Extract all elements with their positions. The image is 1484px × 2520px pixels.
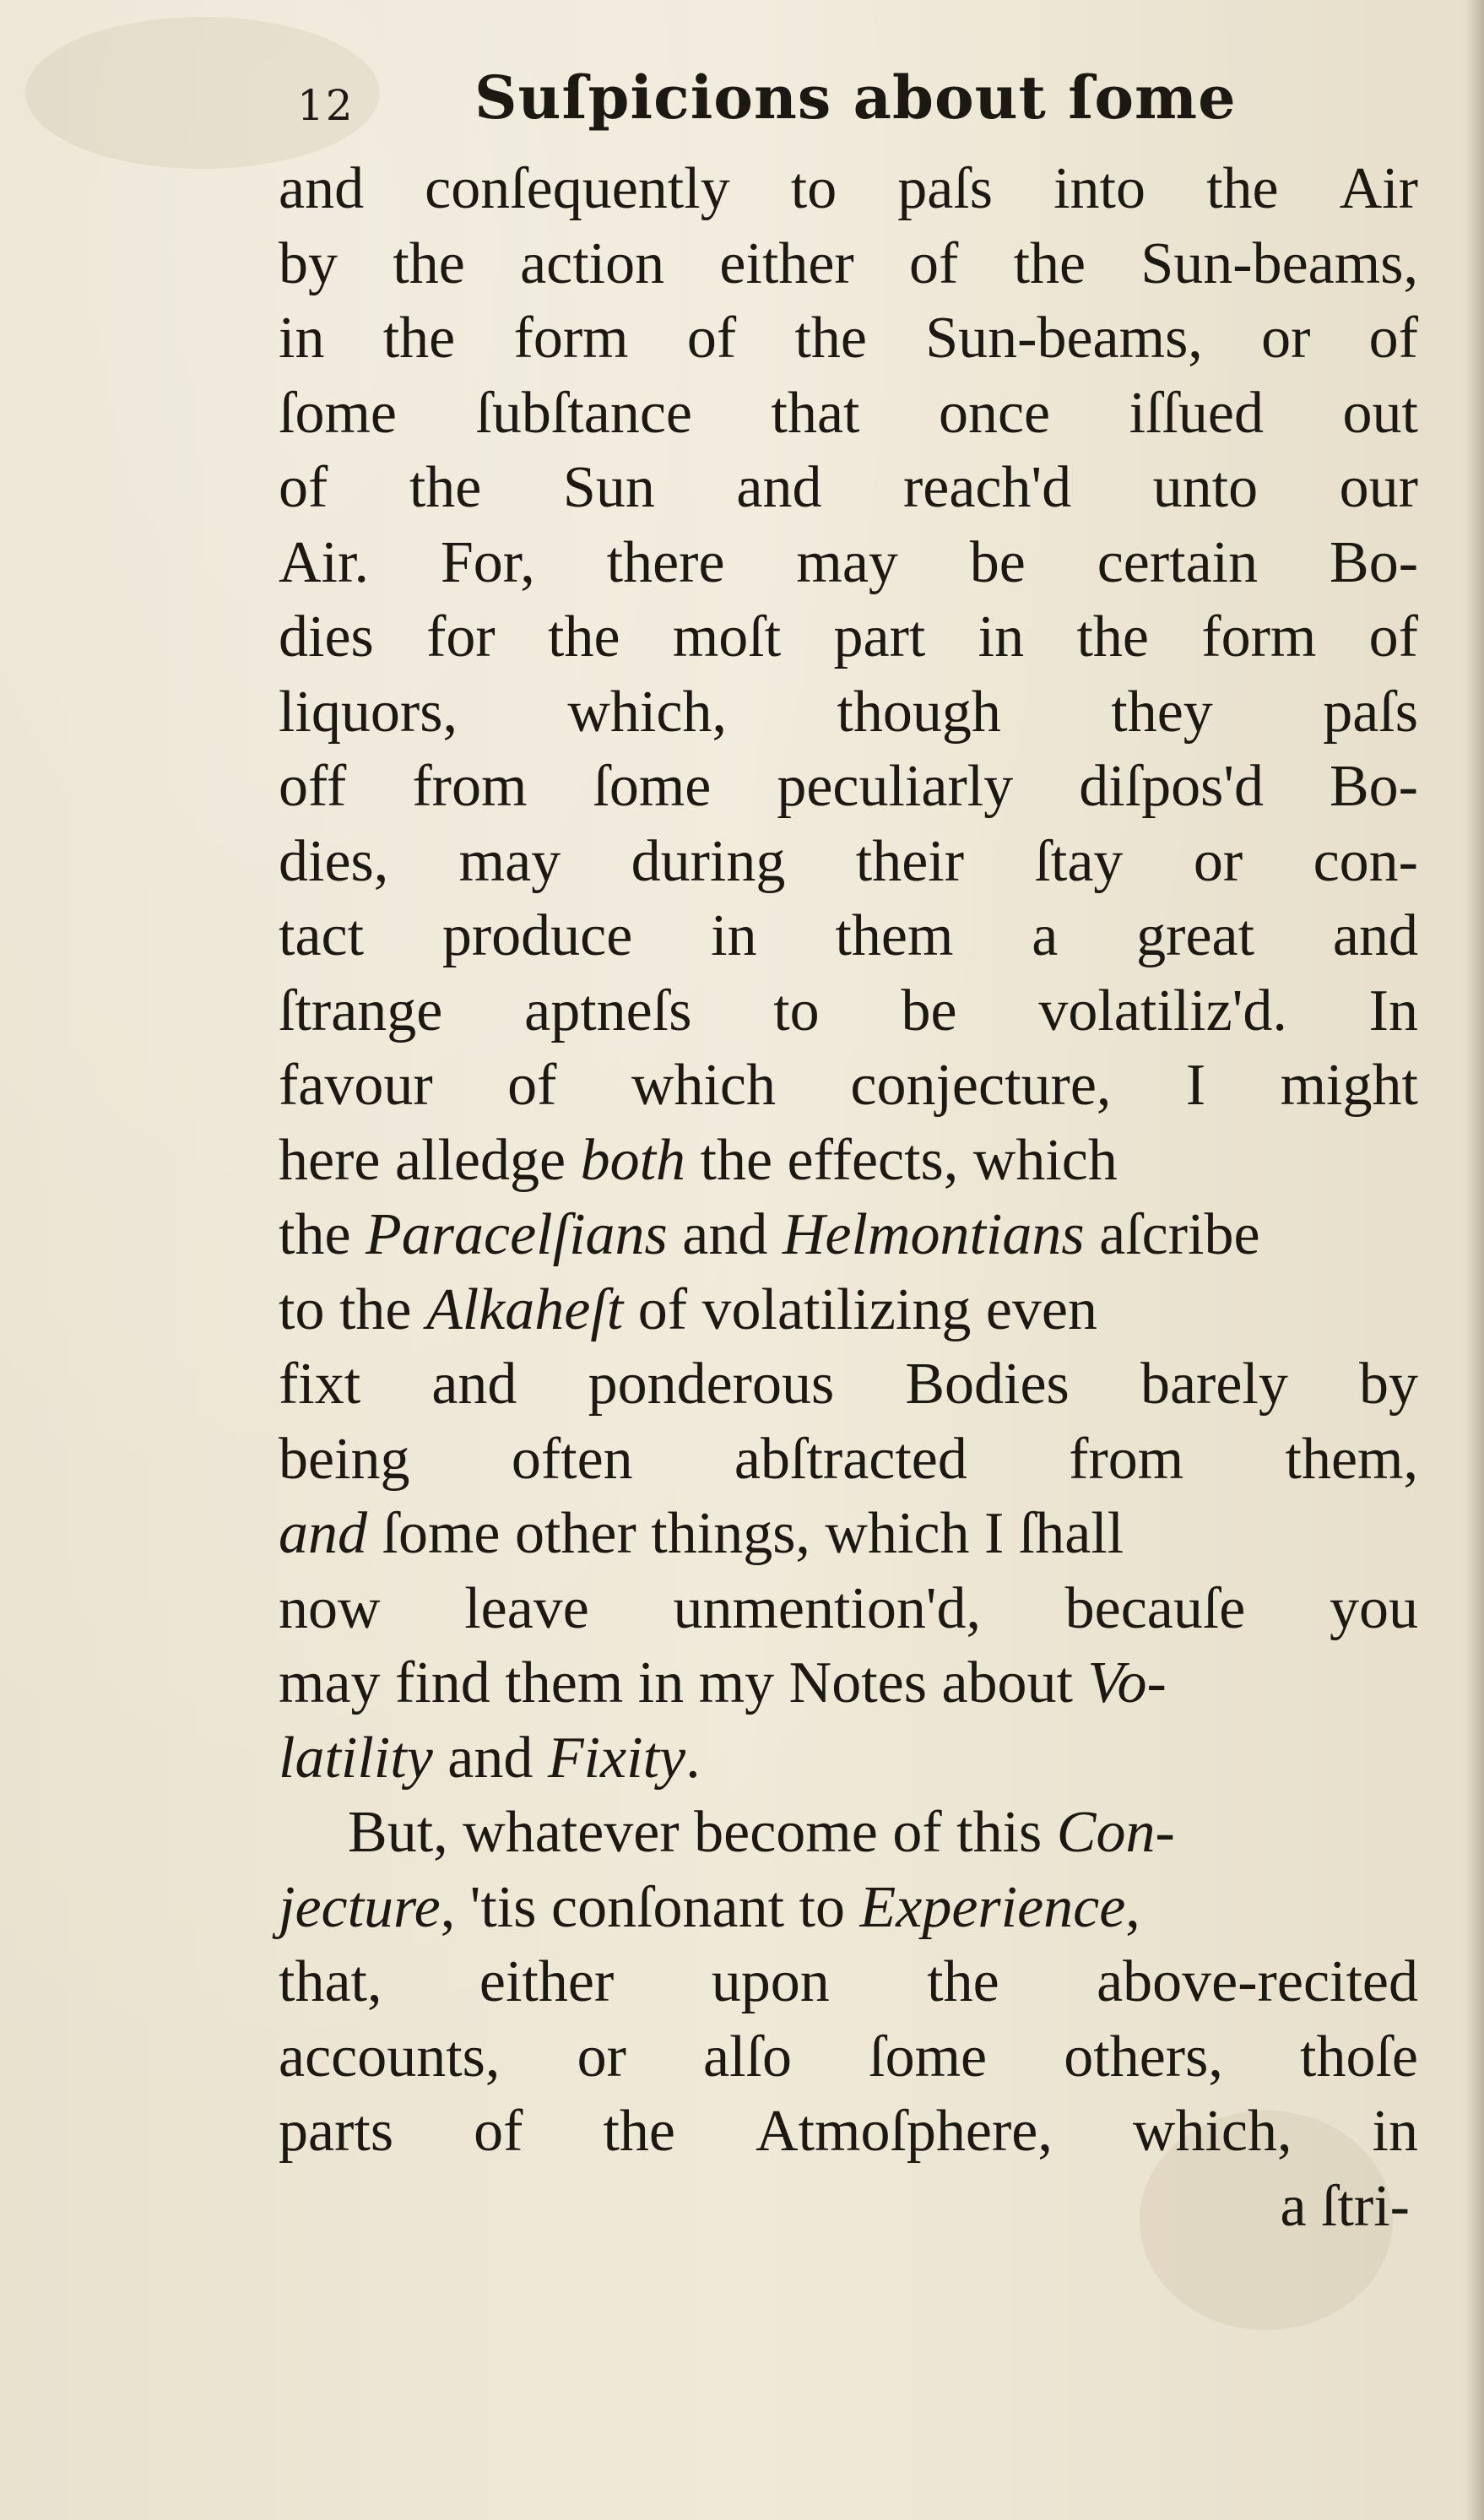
text-line: ſome ſubſtance that once iſſued out	[279, 380, 1418, 446]
catchword: a ſtri-	[1280, 2173, 1410, 2239]
roman-text: the	[279, 1202, 366, 1267]
italic-text: and	[279, 1501, 367, 1566]
text-line: parts of the Atmoſphere, which, in	[279, 2099, 1418, 2164]
text-line	[279, 1796, 1418, 1871]
roman-text: , 'tis conſonant to	[440, 1874, 860, 1940]
text-line	[279, 1198, 1418, 1273]
roman-text: ,	[1125, 1874, 1140, 1940]
roman-text: .	[685, 1725, 701, 1791]
roman-text: aſcribe	[1084, 1202, 1260, 1267]
italic-text: Experience	[859, 1874, 1126, 1940]
roman-text: here alledge	[279, 1127, 581, 1193]
text-line: accounts, or alſo ſome others, thoſe	[279, 2024, 1418, 2089]
italic-text: Vo-	[1087, 1650, 1167, 1715]
text-line: now leave unmention'd, becauſe you	[279, 1575, 1418, 1641]
text-line: dies for the moſt part in the form of	[279, 604, 1418, 669]
text-line	[279, 1871, 1418, 1946]
roman-text: and	[667, 1202, 783, 1267]
body-text	[279, 152, 1418, 2244]
text-line: favour of which conjecture, I might	[279, 1053, 1418, 1118]
text-line: by the action either of the Sun-beams,	[279, 230, 1418, 296]
italic-text: Con-	[1056, 1800, 1175, 1865]
roman-text: ſome other things, which I ſhall	[367, 1501, 1124, 1566]
text-line: ſtrange aptneſs to be volatiliz'd. In	[279, 978, 1418, 1043]
italic-text: latility	[279, 1725, 433, 1791]
roman-text: may find them in my Notes about	[279, 1650, 1088, 1715]
italic-text: Alkaheſt	[425, 1276, 624, 1342]
roman-text: to the	[279, 1276, 426, 1342]
roman-text: and	[432, 1725, 548, 1791]
text-line	[279, 1124, 1418, 1199]
page-edge-shadow	[1465, 0, 1484, 2520]
text-line	[279, 1273, 1418, 1348]
text-line: off from ſome peculiarly diſpos'd Bo-	[279, 754, 1418, 819]
italic-text: both	[580, 1127, 686, 1193]
roman-text: But, whatever become of this	[348, 1800, 1057, 1865]
text-line: fixt and ponderous Bodies barely by	[279, 1352, 1418, 1417]
page-number: 12	[297, 81, 355, 130]
roman-text: the effects, which	[685, 1127, 1118, 1193]
text-line	[279, 1497, 1418, 1572]
running-title: Suſpicions about ſome	[474, 62, 1237, 133]
text-line	[279, 1646, 1418, 1721]
text-line: that, either upon the above-recited	[279, 1949, 1418, 2014]
text-line: being often abſtracted from them,	[279, 1426, 1418, 1492]
text-line: dies, may during their ſtay or con-	[279, 828, 1418, 894]
page-header	[297, 57, 1310, 150]
italic-text: Paracelſians	[366, 1202, 668, 1267]
text-line: and conſequently to paſs into the Air	[279, 156, 1418, 221]
text-line	[279, 1721, 1418, 1797]
text-line: tact produce in them a great and	[279, 903, 1418, 968]
text-line: of the Sun and reach'd unto our	[279, 455, 1418, 520]
italic-text: jecture	[279, 1874, 441, 1940]
italic-text: Helmontians	[782, 1202, 1085, 1267]
italic-text: Fixity	[547, 1725, 686, 1791]
text-line: Air. For, there may be certain Bo-	[279, 529, 1418, 595]
text-line: in the form of the Sun-beams, or of	[279, 306, 1418, 371]
text-line: liquors, which, though they paſs	[279, 679, 1418, 745]
roman-text: of volatilizing even	[623, 1276, 1097, 1342]
